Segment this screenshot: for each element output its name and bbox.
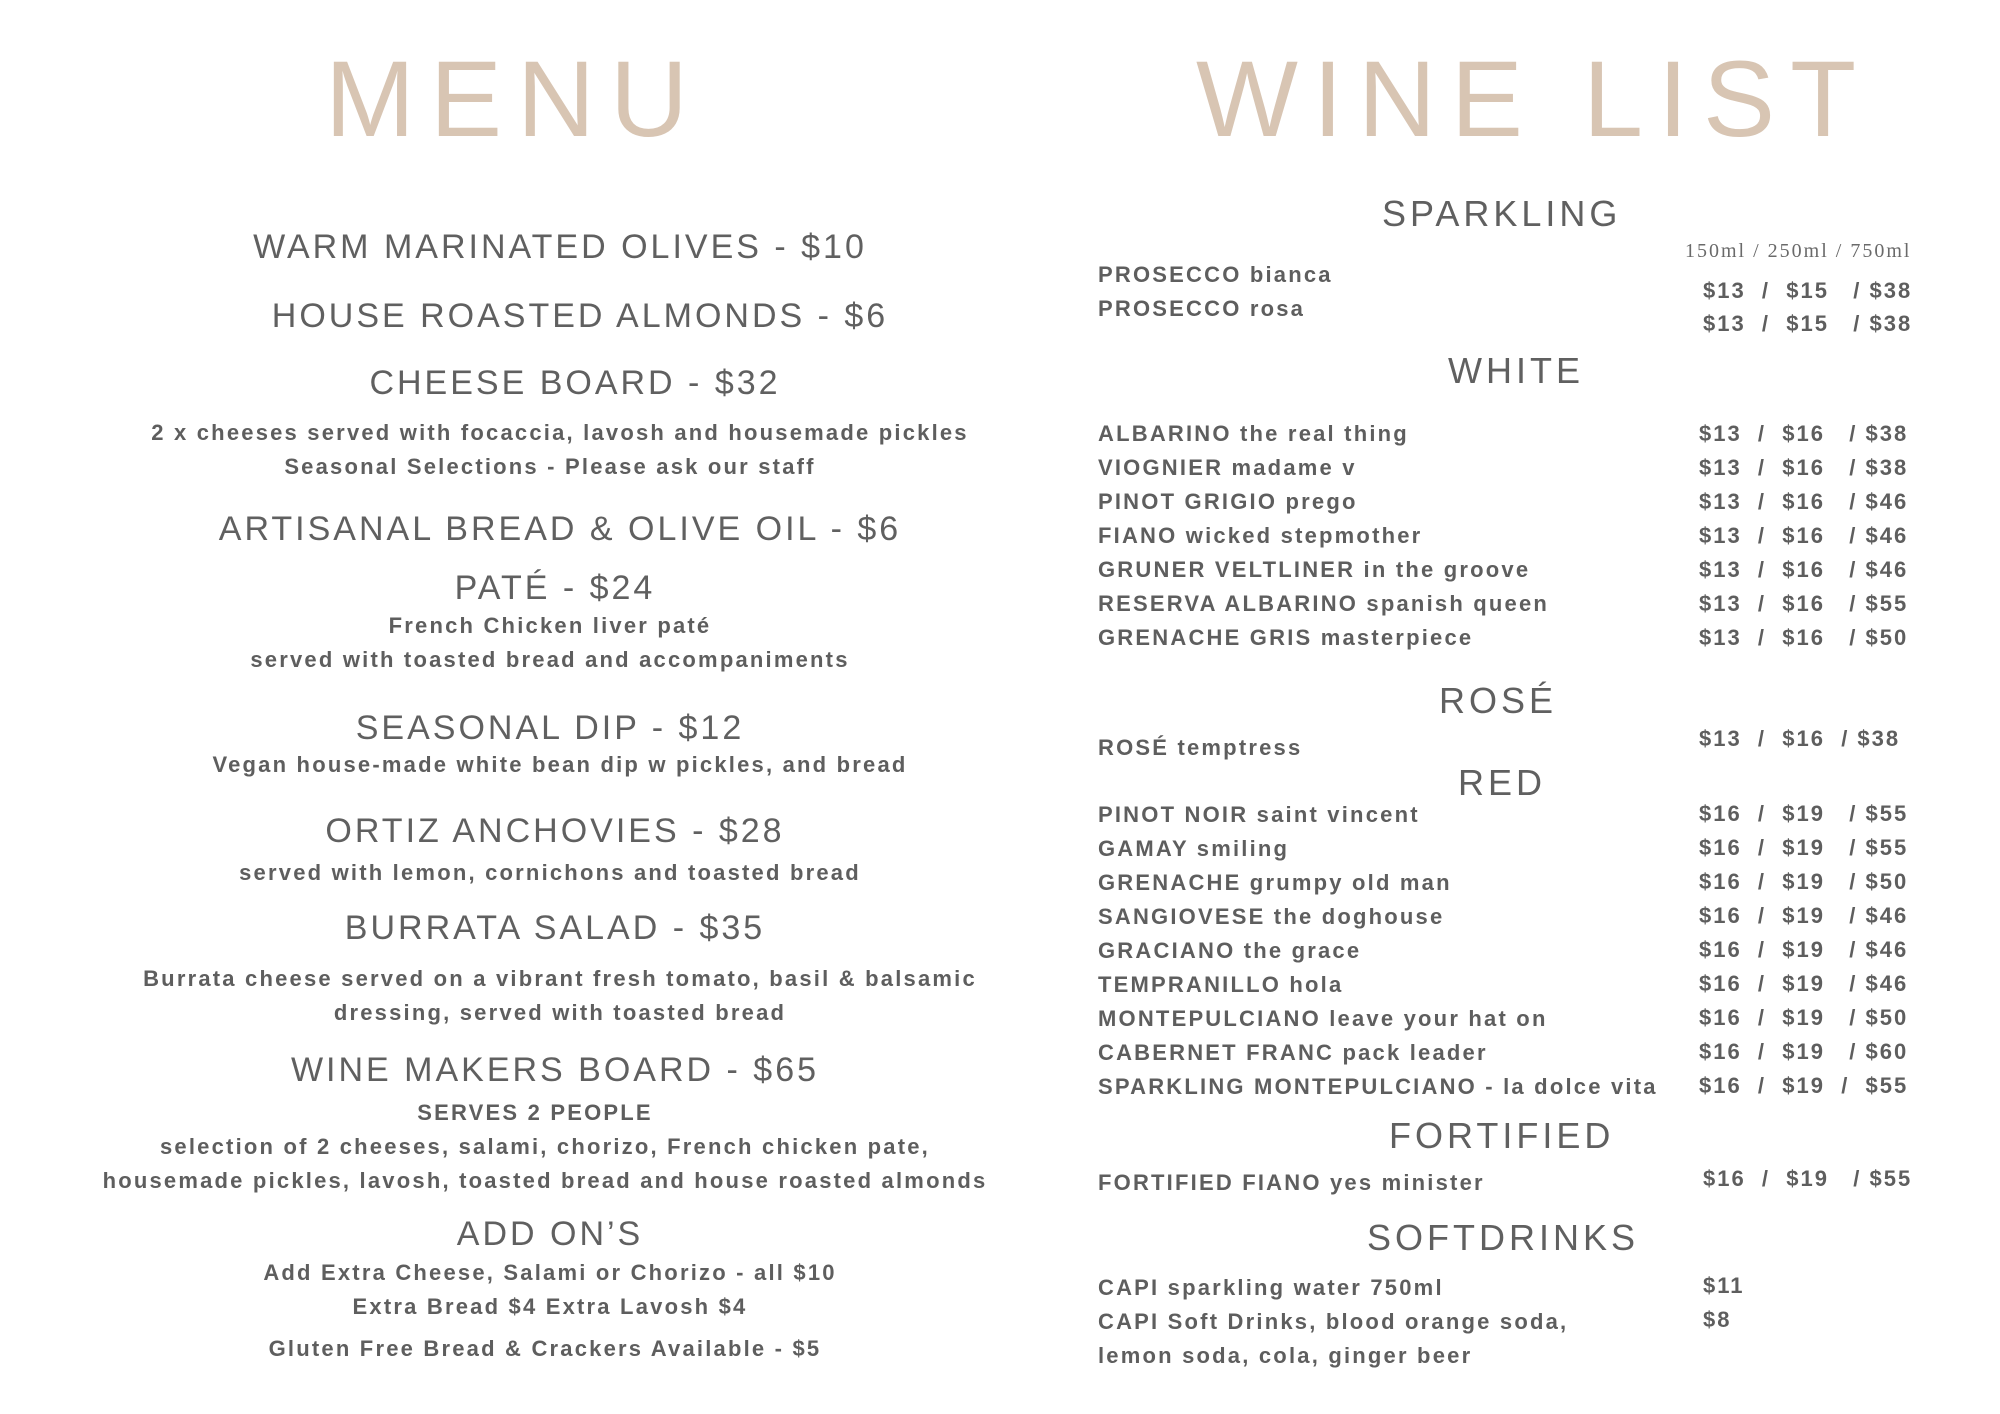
wine-price: $16 / $19 / $55 [1699, 1073, 1909, 1098]
wine-name: CABERNET FRANC pack leader [1098, 1040, 1488, 1065]
section-heading-sparkling: SPARKLING [1382, 193, 1622, 234]
wine-price: $16 / $19 / $60 [1699, 1039, 1909, 1064]
menu-item-heading: ORTIZ ANCHOVIES - $28 [325, 812, 785, 850]
menu-item-description: selection of 2 cheeses, salami, chorizo, French chicken pate, [160, 1134, 930, 1159]
menu-item-description: Seasonal Selections - Please ask our staff [284, 454, 816, 479]
wine-price: $16 / $19 / $46 [1699, 937, 1909, 962]
drink-name: CAPI Soft Drinks, blood orange soda, [1098, 1309, 1569, 1334]
drink-price: $8 [1703, 1307, 1732, 1332]
serving-sizes-label: 150ml / 250ml / 750ml [1685, 240, 1912, 262]
wine-name: ROSÉ temptress [1098, 735, 1303, 760]
menu-item-heading: ADD ON’S [456, 1215, 644, 1253]
menu-item-heading: SEASONAL DIP - $12 [355, 709, 745, 747]
wine-name: PINOT GRIGIO prego [1098, 489, 1358, 514]
menu-title: MENU [325, 38, 703, 159]
menu-item-heading: WINE MAKERS BOARD - $65 [290, 1051, 820, 1089]
section-heading-fortified: FORTIFIED [1389, 1115, 1615, 1156]
wine-name: FORTIFIED FIANO yes minister [1098, 1170, 1485, 1195]
menu-item-description: Add Extra Cheese, Salami or Chorizo - all $10 [263, 1260, 837, 1285]
menu-item-heading: WARM MARINATED OLIVES - $10 [253, 228, 867, 266]
wine-name: SPARKLING MONTEPULCIANO - la dolce vita [1098, 1074, 1658, 1099]
drink-name: lemon soda, cola, ginger beer [1098, 1343, 1473, 1368]
wine-price: $13 / $16 / $38 [1699, 726, 1901, 751]
menu-item-description: served with toasted bread and accompaniments [250, 647, 850, 672]
wine-name: FIANO wicked stepmother [1098, 523, 1423, 548]
wine-price: $16 / $19 / $55 [1699, 835, 1909, 860]
menu-item-description: 2 x cheeses served with focaccia, lavosh and housemade pickles [151, 420, 969, 445]
wine-price: $13 / $16 / $46 [1699, 557, 1909, 582]
menu-item-description: French Chicken liver paté [388, 613, 712, 638]
wine-price: $16 / $19 / $46 [1699, 971, 1909, 996]
wine-price: $16 / $19 / $55 [1699, 801, 1909, 826]
menu-item-description: Burrata cheese served on a vibrant fresh tomato, basil & balsamic [143, 966, 977, 991]
menu-item-description: Vegan house-made white bean dip w pickles, and bread [212, 752, 908, 777]
wine-name: GRENACHE grumpy old man [1098, 870, 1452, 895]
wine-list-title: WINE LIST [1196, 38, 1872, 159]
wine-name: MONTEPULCIANO leave your hat on [1098, 1006, 1548, 1031]
drink-price: $11 [1703, 1273, 1745, 1298]
wine-name: PROSECCO rosa [1098, 296, 1306, 321]
wine-name: GRUNER VELTLINER in the groove [1098, 557, 1531, 582]
wine-name: SANGIOVESE the doghouse [1098, 904, 1445, 929]
wine-name: GRENACHE GRIS masterpiece [1098, 625, 1474, 650]
menu-item-description: dressing, served with toasted bread [333, 1000, 787, 1025]
menu-item-description: Extra Bread $4 Extra Lavosh $4 [352, 1294, 748, 1319]
wine-name: TEMPRANILLO hola [1098, 972, 1344, 997]
menu-item-description: served with lemon, cornichons and toasted bread [239, 860, 861, 885]
section-heading-white: WHITE [1448, 350, 1584, 391]
section-heading-red: RED [1458, 762, 1547, 803]
menu-item-heading: CHEESE BOARD - $32 [369, 364, 781, 402]
menu-item-heading: HOUSE ROASTED ALMONDS - $6 [271, 297, 889, 335]
wine-name: ALBARINO the real thing [1098, 421, 1409, 446]
wine-price: $13 / $16 / $38 [1699, 455, 1909, 480]
menu-item-description: Gluten Free Bread & Crackers Available - $5 [268, 1336, 822, 1361]
wine-price: $13 / $16 / $46 [1699, 523, 1909, 548]
menu-item-description: SERVES 2 PEOPLE [417, 1100, 653, 1125]
wine-name: PINOT NOIR saint vincent [1098, 802, 1420, 827]
menu-item-heading: PATÉ - $24 [454, 569, 656, 607]
wine-price: $16 / $19 / $50 [1699, 869, 1909, 894]
wine-price: $13 / $15 / $38 [1703, 311, 1913, 336]
menu-item-heading: BURRATA SALAD - $35 [344, 909, 766, 947]
wine-name: RESERVA ALBARINO spanish queen [1098, 591, 1550, 616]
menu-item-description: housemade pickles, lavosh, toasted bread and house roasted almonds [102, 1168, 988, 1193]
section-heading-rose: ROSÉ [1439, 680, 1558, 721]
wine-price: $13 / $16 / $50 [1699, 625, 1909, 650]
wine-name: GRACIANO the grace [1098, 938, 1362, 963]
wine-name: GAMAY smiling [1098, 836, 1290, 861]
wine-price: $16 / $19 / $50 [1699, 1005, 1909, 1030]
drink-name: CAPI sparkling water 750ml [1098, 1275, 1444, 1300]
wine-name: VIOGNIER madame v [1098, 455, 1357, 480]
section-heading-softdrinks: SOFTDRINKS [1367, 1217, 1640, 1258]
wine-price: $13 / $16 / $46 [1699, 489, 1909, 514]
wine-price: $16 / $19 / $46 [1699, 903, 1909, 928]
wine-name: PROSECCO bianca [1098, 262, 1333, 287]
wine-price: $13 / $15 / $38 [1703, 278, 1913, 303]
wine-price: $13 / $16 / $55 [1699, 591, 1909, 616]
wine-price: $16 / $19 / $55 [1703, 1166, 1913, 1191]
wine-price: $13 / $16 / $38 [1699, 421, 1909, 446]
menu-item-heading: ARTISANAL BREAD & OLIVE OIL - $6 [218, 510, 902, 548]
